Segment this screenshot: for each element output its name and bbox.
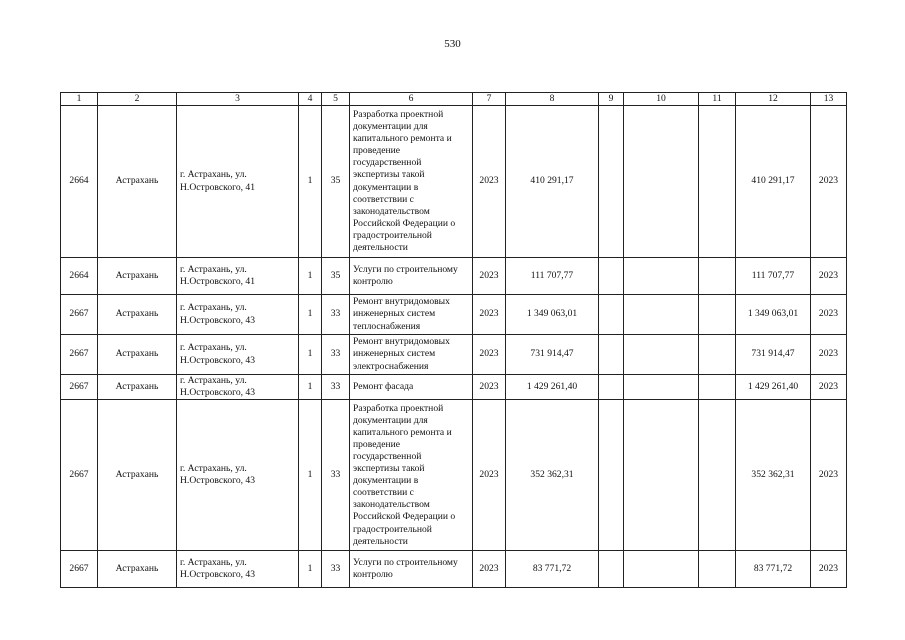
works-table bbox=[60, 92, 847, 588]
total-cost: 1 349 063,01 bbox=[506, 295, 599, 335]
col-5-value: 33 bbox=[322, 295, 350, 335]
col-10-value bbox=[624, 335, 699, 375]
row-id: 2664 bbox=[61, 258, 98, 295]
col-9-value bbox=[599, 400, 624, 551]
completion-year: 2023 bbox=[811, 551, 847, 588]
total-cost: 1 429 261,40 bbox=[506, 375, 599, 400]
col-4-value: 1 bbox=[299, 106, 322, 258]
city: Астрахань bbox=[98, 295, 177, 335]
city: Астрахань bbox=[98, 400, 177, 551]
col-9-value bbox=[599, 375, 624, 400]
col-12-cost: 111 707,77 bbox=[736, 258, 811, 295]
col-12-cost: 352 362,31 bbox=[736, 400, 811, 551]
completion-year: 2023 bbox=[811, 258, 847, 295]
work-type: Услуги по строительному контролю bbox=[350, 551, 473, 588]
row-id: 2667 bbox=[61, 551, 98, 588]
row-id: 2664 bbox=[61, 106, 98, 258]
city: Астрахань bbox=[98, 375, 177, 400]
col-11-value bbox=[699, 258, 736, 295]
column-number: 4 bbox=[299, 93, 322, 106]
address: г. Астрахань, ул. Н.Островского, 43 bbox=[177, 400, 299, 551]
address: г. Астрахань, ул. Н.Островского, 41 bbox=[177, 258, 299, 295]
column-number: 5 bbox=[322, 93, 350, 106]
table-row bbox=[61, 375, 847, 400]
year: 2023 bbox=[473, 258, 506, 295]
col-11-value bbox=[699, 375, 736, 400]
col-10-value bbox=[624, 375, 699, 400]
address: г. Астрахань, ул. Н.Островского, 41 bbox=[177, 106, 299, 258]
year: 2023 bbox=[473, 400, 506, 551]
total-cost: 352 362,31 bbox=[506, 400, 599, 551]
col-4-value: 1 bbox=[299, 295, 322, 335]
completion-year: 2023 bbox=[811, 335, 847, 375]
city: Астрахань bbox=[98, 335, 177, 375]
column-number: 3 bbox=[177, 93, 299, 106]
col-5-value: 33 bbox=[322, 400, 350, 551]
total-cost: 111 707,77 bbox=[506, 258, 599, 295]
table-row bbox=[61, 106, 847, 258]
table-row bbox=[61, 295, 847, 335]
city: Астрахань bbox=[98, 258, 177, 295]
table-row bbox=[61, 258, 847, 295]
col-4-value: 1 bbox=[299, 375, 322, 400]
col-10-value bbox=[624, 106, 699, 258]
work-type: Ремонт внутридомовых инженерных систем теплоснабжения bbox=[350, 295, 473, 335]
column-number: 13 bbox=[811, 93, 847, 106]
column-number: 6 bbox=[350, 93, 473, 106]
completion-year: 2023 bbox=[811, 375, 847, 400]
column-number: 8 bbox=[506, 93, 599, 106]
address: г. Астрахань, ул. Н.Островского, 43 bbox=[177, 375, 299, 400]
table-row bbox=[61, 551, 847, 588]
completion-year: 2023 bbox=[811, 106, 847, 258]
row-id: 2667 bbox=[61, 375, 98, 400]
col-9-value bbox=[599, 258, 624, 295]
work-type: Ремонт внутридомовых инженерных систем электроснабжения bbox=[350, 335, 473, 375]
col-10-value bbox=[624, 400, 699, 551]
total-cost: 83 771,72 bbox=[506, 551, 599, 588]
col-10-value bbox=[624, 295, 699, 335]
row-id: 2667 bbox=[61, 295, 98, 335]
col-5-value: 35 bbox=[322, 106, 350, 258]
col-5-value: 35 bbox=[322, 258, 350, 295]
col-9-value bbox=[599, 295, 624, 335]
row-id: 2667 bbox=[61, 335, 98, 375]
col-10-value bbox=[624, 551, 699, 588]
column-number-row bbox=[61, 93, 847, 106]
col-9-value bbox=[599, 106, 624, 258]
column-number: 9 bbox=[599, 93, 624, 106]
total-cost: 731 914,47 bbox=[506, 335, 599, 375]
row-id: 2667 bbox=[61, 400, 98, 551]
year: 2023 bbox=[473, 295, 506, 335]
work-type: Разработка проектной документации для капитального ремонта и проведение государственной экспертизы такой документации в соответствии с законодательством Российской Федерации о градостроительной деятельности bbox=[350, 106, 473, 258]
year: 2023 bbox=[473, 551, 506, 588]
col-11-value bbox=[699, 335, 736, 375]
work-type: Разработка проектной документации для капитального ремонта и проведение государственной экспертизы такой документации в соответствии с законодательством Российской Федерации о градостроительной деятельности bbox=[350, 400, 473, 551]
table-row bbox=[61, 400, 847, 551]
col-11-value bbox=[699, 295, 736, 335]
total-cost: 410 291,17 bbox=[506, 106, 599, 258]
column-number: 12 bbox=[736, 93, 811, 106]
col-12-cost: 410 291,17 bbox=[736, 106, 811, 258]
address: г. Астрахань, ул. Н.Островского, 43 bbox=[177, 335, 299, 375]
col-4-value: 1 bbox=[299, 400, 322, 551]
col-4-value: 1 bbox=[299, 258, 322, 295]
col-4-value: 1 bbox=[299, 551, 322, 588]
year: 2023 bbox=[473, 106, 506, 258]
col-4-value: 1 bbox=[299, 335, 322, 375]
col-11-value bbox=[699, 106, 736, 258]
col-5-value: 33 bbox=[322, 335, 350, 375]
work-type: Услуги по строительному контролю bbox=[350, 258, 473, 295]
col-12-cost: 83 771,72 bbox=[736, 551, 811, 588]
page-number: 530 bbox=[444, 38, 461, 50]
year: 2023 bbox=[473, 335, 506, 375]
col-5-value: 33 bbox=[322, 551, 350, 588]
address: г. Астрахань, ул. Н.Островского, 43 bbox=[177, 295, 299, 335]
column-number: 7 bbox=[473, 93, 506, 106]
address: г. Астрахань, ул. Н.Островского, 43 bbox=[177, 551, 299, 588]
column-number: 11 bbox=[699, 93, 736, 106]
work-type: Ремонт фасада bbox=[350, 375, 473, 400]
col-12-cost: 731 914,47 bbox=[736, 335, 811, 375]
column-number: 10 bbox=[624, 93, 699, 106]
col-10-value bbox=[624, 258, 699, 295]
col-11-value bbox=[699, 551, 736, 588]
col-12-cost: 1 349 063,01 bbox=[736, 295, 811, 335]
col-11-value bbox=[699, 400, 736, 551]
year: 2023 bbox=[473, 375, 506, 400]
col-9-value bbox=[599, 551, 624, 588]
column-number: 1 bbox=[61, 93, 98, 106]
col-9-value bbox=[599, 335, 624, 375]
completion-year: 2023 bbox=[811, 400, 847, 551]
col-5-value: 33 bbox=[322, 375, 350, 400]
col-12-cost: 1 429 261,40 bbox=[736, 375, 811, 400]
column-number: 2 bbox=[98, 93, 177, 106]
table-row bbox=[61, 335, 847, 375]
completion-year: 2023 bbox=[811, 295, 847, 335]
city: Астрахань bbox=[98, 551, 177, 588]
city: Астрахань bbox=[98, 106, 177, 258]
